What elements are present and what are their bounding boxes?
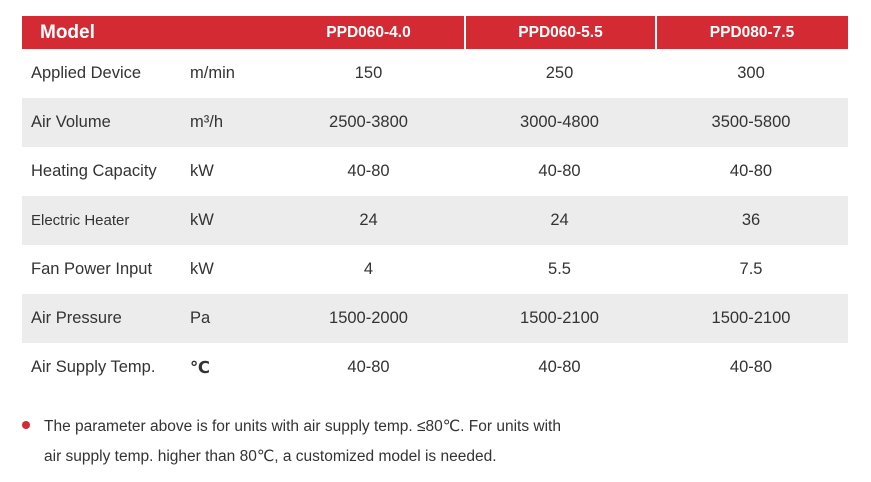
parameter-value: 3500-5800 <box>711 113 791 131</box>
footnote-text: The parameter above is for units with air supply temp. ≤80℃. For units with <box>44 418 561 435</box>
table-row <box>22 196 848 245</box>
parameter-value: 24 <box>550 211 569 229</box>
parameter-value: 40-80 <box>729 162 773 180</box>
table-row <box>22 245 848 294</box>
parameter-value: 1500-2100 <box>711 309 791 327</box>
footnote-line <box>22 412 842 442</box>
model-header-label: Model <box>40 21 95 43</box>
table-row <box>22 147 848 196</box>
parameter-unit: ℃ <box>190 358 210 377</box>
footnote <box>22 412 842 472</box>
parameter-name: Air Pressure <box>31 309 122 327</box>
parameter-value: 300 <box>737 64 765 82</box>
parameter-value: 7.5 <box>739 260 763 278</box>
parameter-name: Electric Heater <box>31 212 130 229</box>
table-row <box>22 343 848 392</box>
spec-table <box>22 16 848 392</box>
parameter-value: 250 <box>545 64 574 82</box>
footnote-line <box>22 442 842 472</box>
parameter-name: Air Volume <box>31 113 111 131</box>
parameter-value: 40-80 <box>538 358 581 376</box>
parameter-unit: kW <box>190 260 214 278</box>
parameter-name: Applied Device <box>31 64 142 82</box>
parameter-value: 36 <box>741 211 761 229</box>
parameter-value: 1500-2100 <box>520 309 599 327</box>
table-row <box>22 49 848 98</box>
parameter-value: 40-80 <box>347 358 390 376</box>
table-header <box>22 16 848 49</box>
parameter-unit: kW <box>190 211 214 229</box>
parameter-value: 5.5 <box>548 260 571 278</box>
parameter-value: 40-80 <box>729 358 773 376</box>
parameter-value: 1500-2000 <box>329 309 408 327</box>
parameter-value: 40-80 <box>538 162 581 180</box>
parameter-unit: m³/h <box>190 113 223 131</box>
table-row <box>22 98 848 147</box>
parameter-name: Heating Capacity <box>31 162 157 180</box>
parameter-value: 2500-3800 <box>329 113 408 131</box>
parameter-value: 3000-4800 <box>520 113 599 131</box>
model-column-header: PPD080-7.5 <box>655 16 847 49</box>
parameter-unit: kW <box>190 162 214 180</box>
model-column-header: PPD060-5.5 <box>464 16 655 49</box>
parameter-unit: m/min <box>190 64 235 82</box>
parameter-unit: Pa <box>190 309 211 327</box>
table-row <box>22 294 848 343</box>
parameter-name: Fan Power Input <box>31 260 153 278</box>
parameter-value: 150 <box>354 64 383 82</box>
model-column-header: PPD060-4.0 <box>326 24 411 41</box>
footnote-text: air supply temp. higher than 80℃, a customized model is needed. <box>44 448 497 465</box>
parameter-value: 24 <box>359 211 378 229</box>
parameter-value: 40-80 <box>347 162 390 180</box>
parameter-name: Air Supply Temp. <box>31 358 156 376</box>
bullet-icon <box>22 421 30 429</box>
parameter-value: 4 <box>363 260 374 278</box>
